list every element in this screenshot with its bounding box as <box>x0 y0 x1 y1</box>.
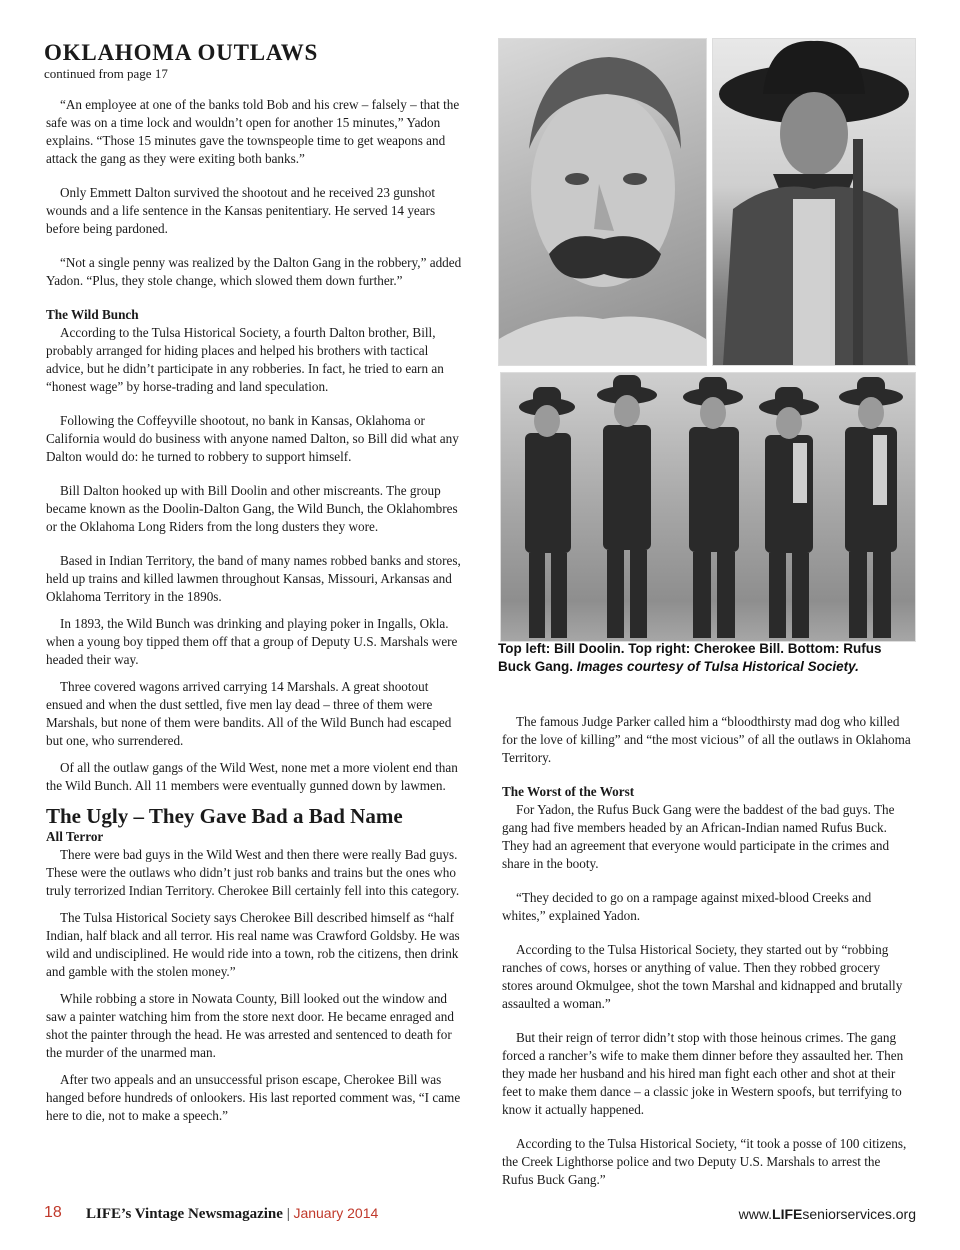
magazine-name: LIFE’s Vintage Newsmagazine <box>86 1206 283 1222</box>
continued-note: continued from page 17 <box>44 66 168 81</box>
photo-cherokee-bill <box>712 38 916 366</box>
section-heading-worst: The Worst of the Worst <box>502 784 635 799</box>
caption-credit: Images courtesy of Tulsa Historical Society. <box>576 659 859 674</box>
paragraph: According to the Tulsa Historical Society, they started out by “robbing ranches of cows, horses or anything of value. Then they robbed grocery stores around Okmulgee, shot the town Marshal and kidnapped and brutally assaulted a woman.” <box>502 942 903 1011</box>
paragraph: “Not a single penny was realized by the Dalton Gang in the robbery,” added Yadon. “Plus, they stole change, which slowed them down further.” <box>46 255 462 288</box>
paragraph: “They decided to go on a rampage against mixed-blood Creeks and whites,” explained Yadon. <box>502 890 872 923</box>
paragraph: Following the Coffeyville shootout, no bank in Kansas, Oklahoma or California would do business with anyone named Dalton, so Bill did what any Dalton would do: he turned to robbery to support himself. <box>46 413 459 464</box>
paragraph: In 1893, the Wild Bunch was drinking and playing poker in Ingalls, Okla. when a young boy tipped them off that a group of Deputy U.S. Marshals were headed their way. <box>46 616 458 667</box>
url-suffix: seniorservices.org <box>802 1206 916 1222</box>
page-title: OKLAHOMA OUTLAWS <box>44 40 319 65</box>
photo-rufus-buck-gang <box>500 372 916 642</box>
url-bold: LIFE <box>772 1206 803 1222</box>
paragraph: But their reign of terror didn’t stop with those heinous crimes. The gang forced a rancher’s wife to make them dinner before they assaulted her. Then they made her husband and his hired man fight each other and shot at their feet to make them dance – a classic joke in Western spoofs, but terrifying to know it actually happened. <box>502 1030 904 1117</box>
paragraph: Bill Dalton hooked up with Bill Doolin and other miscreants. The group became known as the Doolin-Dalton Gang, the Wild Bunch, the Oklahombres or the Oklahoma Long Riders from the long dusters they wore. <box>46 483 458 534</box>
footer-magazine <box>86 1205 378 1223</box>
paragraph: According to the Tulsa Historical Society, “it took a posse of 100 citizens, the Creek Lighthorse police and two Deputy U.S. Marshals to arrest the Rufus Buck Gang.” <box>502 1136 907 1187</box>
paragraph: “An employee at one of the banks told Bob and his crew – falsely – that the safe was on a time lock and wouldn’t open for another 15 minutes,” Yadon explains. “Those 15 minutes gave the townspeople time to get weapons and attack the gang as they were exiting both banks.” <box>46 97 460 166</box>
paragraph: Three covered wagons arrived carrying 14 Marshals. A great shootout ensued and when the dust settled, five men lay dead – three of them were Marshals, but none of them were bandits. All of the Wild Bunch had escaped but one, who surrendered. <box>46 679 452 748</box>
photo-caption <box>498 640 918 676</box>
paragraph: Only Emmett Dalton survived the shootout and he received 23 gunshot wounds and a life sentence in the Kansas penitentiary. He served 14 years before being pardoned. <box>46 185 436 236</box>
paragraph: Based in Indian Territory, the band of many names robbed banks and stores, held up trains and killed lawmen throughout Kansas, Missouri, Arkansas and Oklahoma Territory in the 1890s. <box>46 553 461 604</box>
paragraph: There were bad guys in the Wild West and then there were really Bad guys. These were the outlaws who didn’t just rob banks and trains but the ones who truly terrorized Indian Territory. Cherokee Bill certainly fell into this category. <box>46 847 460 898</box>
paragraph: Of all the outlaw gangs of the Wild West, none met a more violent end than the Wild Bunch. All 11 members were eventually gunned down by lawmen. <box>46 760 458 793</box>
url-prefix: www. <box>738 1206 773 1222</box>
paragraph: According to the Tulsa Historical Society, a fourth Dalton brother, Bill, probably arranged for hiding places and helped his brothers with tactical advice, but he didn’t participate in any robberies. In fact, he tried to earn an “honest wage” by horse-trading and land speculation. <box>46 325 444 394</box>
section-heading-ugly: The Ugly – They Gave Bad a Bad Name <box>46 804 403 828</box>
page-number: 18 <box>44 1204 62 1221</box>
paragraph: The Tulsa Historical Society says Cherokee Bill described himself as “half Indian, half black and all terror. His real name was Crawford Goldsby. He was wild and undisciplined. He would ride into a town, rob the citizens, then drink and gamble with the stolen money.” <box>46 910 460 979</box>
paragraph: While robbing a store in Nowata County, Bill looked out the window and saw a painter watching him from the store next door. He became enraged and shot the painter through the head. He was arrested and sentenced to death for the murder of the unarmed man. <box>46 991 454 1060</box>
section-heading-wild-bunch: The Wild Bunch <box>46 307 139 322</box>
footer-separator: | <box>282 1206 294 1222</box>
paragraph: After two appeals and an unsuccessful prison escape, Cherokee Bill was hanged before hundreds of onlookers. His last reported comment was, “I came here to die, not to make a speech.” <box>46 1072 461 1123</box>
caption-text: Top left: Bill Doolin. Top right: Cherokee Bill. Bottom: Rufus Buck Gang. <box>498 641 882 674</box>
left-column <box>46 96 462 1125</box>
issue-date: January 2014 <box>293 1205 379 1221</box>
paragraph: For Yadon, the Rufus Buck Gang were the baddest of the bad guys. The gang had five members headed by an African-Indian named Rufus Buck. They had an agreement that everyone would participate in the crimes and share in the booty. <box>502 802 895 871</box>
right-column <box>502 713 914 1189</box>
paragraph: The famous Judge Parker called him a “bloodthirsty mad dog who killed for the love of killing” and “the most vicious” of all the outlaws in Oklahoma Territory. <box>502 714 911 765</box>
photo-bill-doolin <box>498 38 707 366</box>
subheading-all-terror: All Terror <box>46 829 104 844</box>
website-link[interactable] <box>739 1206 916 1222</box>
